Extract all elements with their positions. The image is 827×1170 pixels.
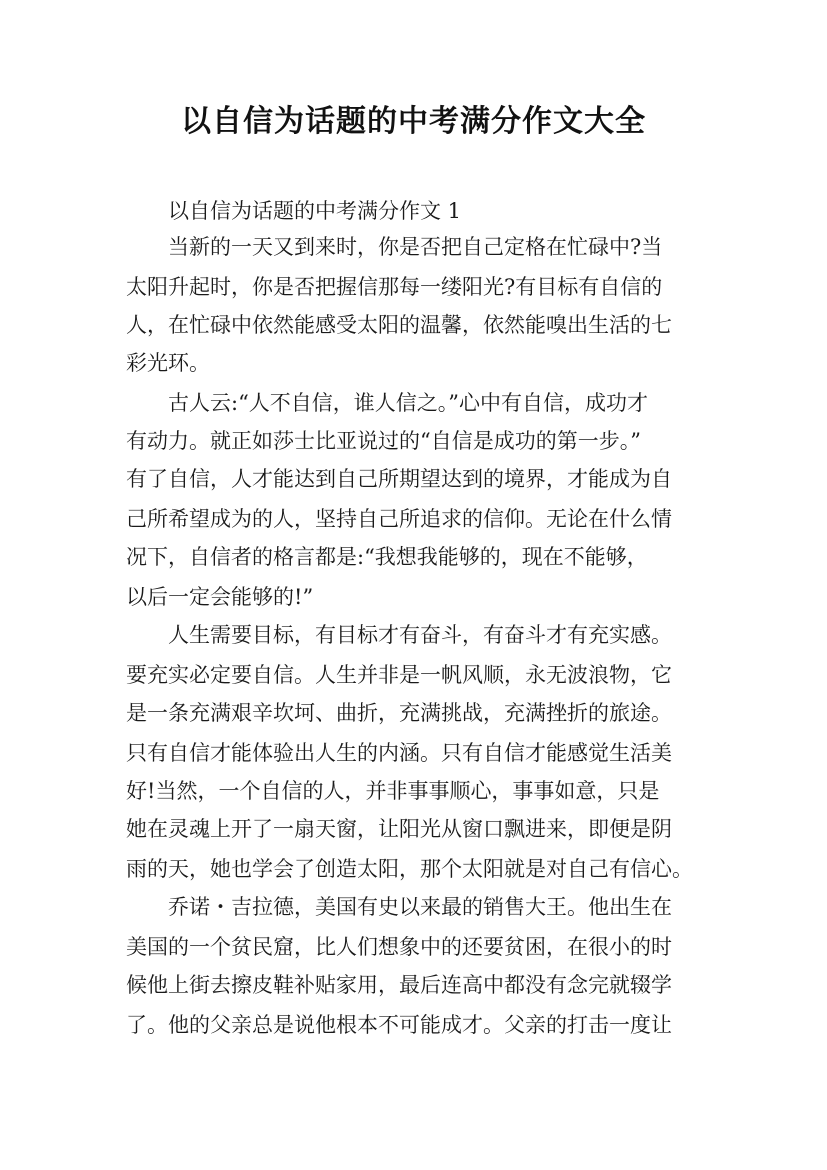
text-line: 人生需要目标，有目标才有奋斗，有奋斗才有充实感。 <box>168 623 672 647</box>
text-line: 雨的天，她也学会了创造太阳，那个太阳就是对自己有信心。 <box>126 857 693 881</box>
text-line: 己所希望成为的人，坚持自己所追求的信仰。无论在什么情 <box>126 507 672 531</box>
section-heading: 以自信为话题的中考满分作文 1 <box>168 199 462 223</box>
document-title: 以自信为话题的中考满分作文大全 <box>181 104 646 139</box>
text-line: 乔诺・吉拉德，美国有史以来最的销售大王。他出生在 <box>168 895 672 919</box>
text-line: 是一条充满艰辛坎坷、曲折，充满挑战，充满挫折的旅途。 <box>126 701 672 725</box>
text-line: 人，在忙碌中依然能感受太阳的温馨，依然能嗅出生活的七 <box>126 313 672 337</box>
text-line: 只有自信才能体验出人生的内涵。只有自信才能感觉生活美 <box>126 741 672 765</box>
text-line: 美国的一个贫民窟，比人们想象中的还要贫困，在很小的时 <box>126 935 672 959</box>
text-line: 要充实必定要自信。人生并非是一帆风顺，永无波浪物，它 <box>126 663 672 687</box>
text-line: 有动力。就正如莎士比亚说过的“自信是成功的第一步。” <box>126 429 641 453</box>
text-line: 况下，自信者的格言都是:“我想我能够的，现在不能够， <box>126 545 648 569</box>
text-line: 彩光环。 <box>126 351 210 375</box>
text-line: 了。他的父亲总是说他根本不可能成才。父亲的打击一度让 <box>126 1013 672 1037</box>
text-line: 好!当然，一个自信的人，并非事事顺心，事事如意，只是 <box>126 779 660 803</box>
text-line: 当新的一天又到来时，你是否把自己定格在忙碌中?当 <box>168 235 663 259</box>
text-line: 有了自信，人才能达到自己所期望达到的境界，才能成为自 <box>126 467 672 491</box>
text-line: 以后一定会能够的!” <box>126 585 314 609</box>
text-line: 她在灵魂上开了一扇天窗，让阳光从窗口飘进来，即便是阴 <box>126 817 672 841</box>
text-line: 太阳升起时，你是否把握信那每一缕阳光?有目标有自信的 <box>126 275 663 299</box>
text-line: 候他上街去擦皮鞋补贴家用，最后连高中都没有念完就辍学 <box>126 973 672 997</box>
text-line: 古人云:“人不自信，谁人信之。”心中有自信，成功才 <box>168 391 649 415</box>
